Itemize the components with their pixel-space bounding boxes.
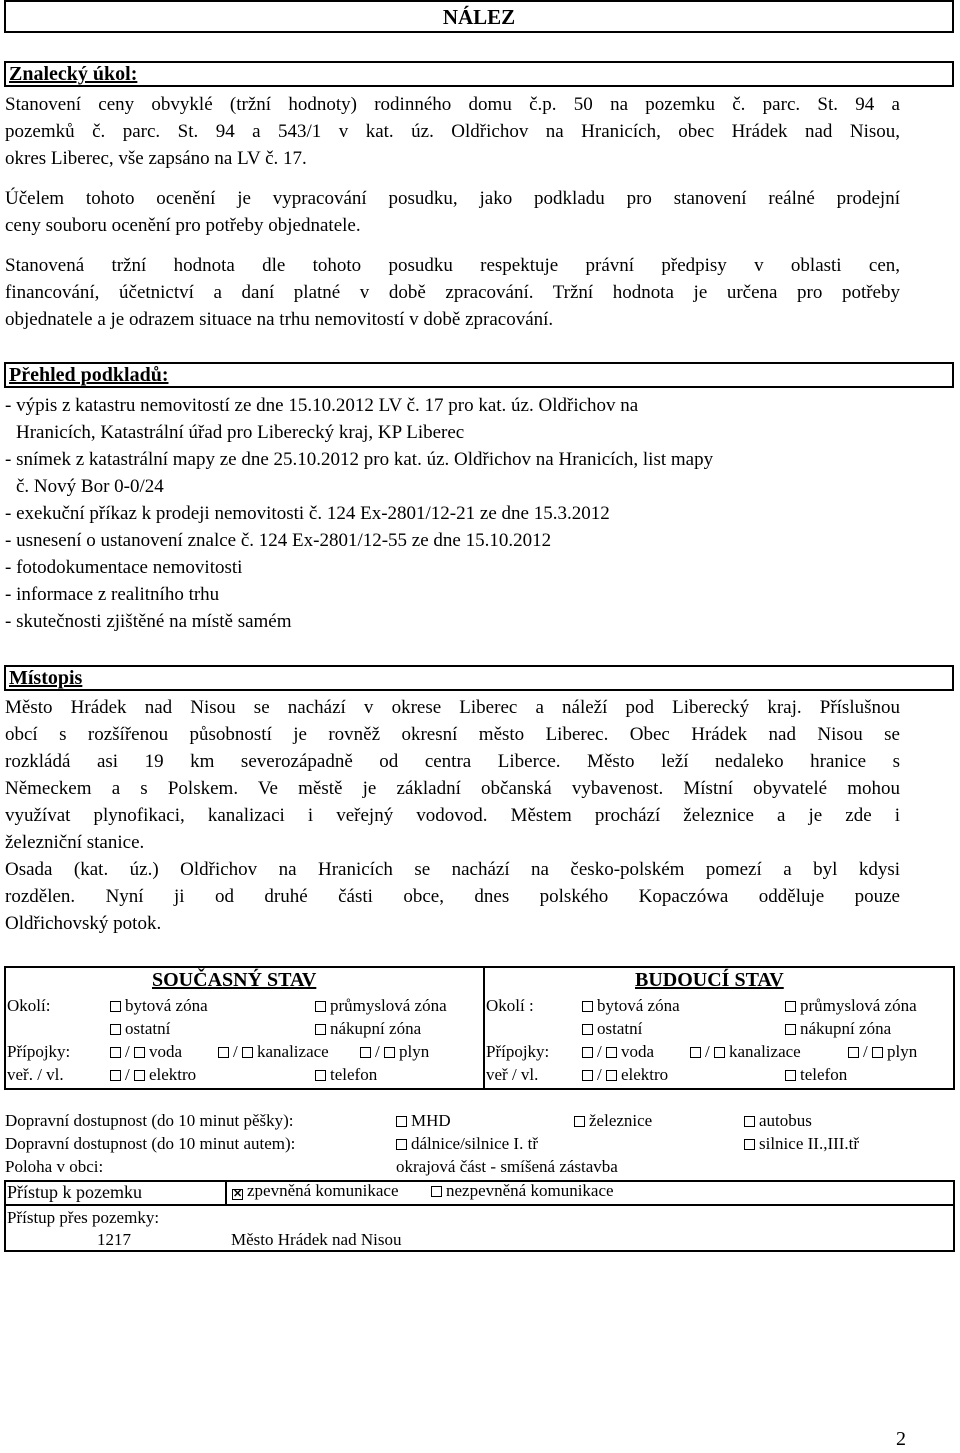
- list-item: - informace z realitního trhu: [5, 584, 220, 605]
- page-title: NÁLEZ: [4, 0, 954, 33]
- section-heading-location: Místopis: [4, 665, 954, 691]
- checkbox-icon: [110, 1047, 121, 1058]
- market-line: Stanovená tržní hodnota dle tohoto posudku respektuje právní předpisy v oblasti cen,: [5, 255, 900, 276]
- highway-checkbox[interactable]: dálnice/silnice I. tř: [396, 1133, 538, 1155]
- residential-checkbox-future[interactable]: bytová zóna: [582, 995, 680, 1017]
- checkbox-icon: [574, 1116, 585, 1127]
- electricity-connection[interactable]: / elektro: [110, 1064, 196, 1086]
- location-line: Německem a s Polskem. Ve městě je základní občanská vybavenost. Místní obyvatelé mohou: [5, 778, 900, 799]
- public-private-label: veř. / vl.: [7, 1065, 64, 1084]
- location-paragraph: [5, 694, 900, 937]
- unpaved-checkbox[interactable]: nezpevněná komunikace: [431, 1180, 614, 1202]
- checkbox-icon: [606, 1047, 617, 1058]
- location-line: železniční stanice.: [5, 832, 145, 853]
- checkbox-icon: [242, 1047, 253, 1058]
- connections-label: Přípojky:: [7, 1042, 71, 1061]
- checkbox-icon: [384, 1047, 395, 1058]
- list-item: - snímek z katastrální mapy ze dne 25.10.2012 pro kat. úz. Oldřichov na Hranicích, list mapy: [5, 449, 714, 470]
- table-divider: [483, 968, 485, 1088]
- checkbox-icon: [848, 1047, 859, 1058]
- checkbox-icon: [714, 1047, 725, 1058]
- other-checkbox-future[interactable]: ostatní: [582, 1018, 642, 1040]
- checkbox-icon: [134, 1070, 145, 1081]
- sewer-connection-future[interactable]: / kanalizace: [690, 1041, 801, 1063]
- shopping-checkbox[interactable]: nákupní zóna: [315, 1018, 421, 1040]
- phone-checkbox-future[interactable]: telefon: [785, 1064, 847, 1086]
- checkbox-icon: [582, 1001, 593, 1012]
- checkbox-icon: [785, 1024, 796, 1035]
- position-value: okrajová část - smíšená zástavba: [396, 1157, 618, 1176]
- location-line: Město Hrádek nad Nisou se nachází v okrese Liberec a náleží pod Liberecký kraj. Příslušnou: [5, 697, 900, 718]
- water-connection-future[interactable]: / voda: [582, 1041, 654, 1063]
- checkbox-icon: [606, 1070, 617, 1081]
- status-table: [4, 966, 955, 1090]
- location-line: Oldřichovský potok.: [5, 913, 162, 934]
- checkbox-icon: [396, 1116, 407, 1127]
- gas-connection-future[interactable]: / plyn: [848, 1041, 917, 1063]
- plot-number: 1217: [97, 1230, 131, 1249]
- water-connection[interactable]: / voda: [110, 1041, 182, 1063]
- section-heading-sources: Přehled podkladů:: [4, 362, 954, 388]
- phone-checkbox[interactable]: telefon: [315, 1064, 377, 1086]
- list-item: č. Nový Bor 0-0/24: [16, 476, 164, 497]
- other-checkbox[interactable]: ostatní: [110, 1018, 170, 1040]
- checkbox-icon: [315, 1070, 326, 1081]
- connections-label-future: Přípojky:: [486, 1042, 550, 1061]
- checkbox-icon: [134, 1047, 145, 1058]
- plot-access-label: Přístup k pozemku: [7, 1182, 142, 1202]
- current-state-heading: SOUČASNÝ STAV: [152, 969, 317, 991]
- industrial-checkbox-future[interactable]: průmyslová zóna: [785, 995, 917, 1017]
- checkbox-icon: [315, 1001, 326, 1012]
- checkbox-icon: [582, 1024, 593, 1035]
- location-line: využívat plynofikaci, kanalizaci i veřejný vodovod. Městem prochází železnice a je zde i: [5, 805, 900, 826]
- task-line: okres Liberec, vše zapsáno na LV č. 17.: [5, 148, 307, 169]
- through-plots-label: Přístup přes pozemky:: [7, 1208, 160, 1227]
- location-line: rozdělen. Nyní ji od druhé části obce, dnes polského Kopaczówa odděluje pouze: [5, 886, 900, 907]
- sewer-connection[interactable]: / kanalizace: [218, 1041, 329, 1063]
- industrial-checkbox[interactable]: průmyslová zóna: [315, 995, 447, 1017]
- paved-checkbox[interactable]: ✕ zpevněná komunikace: [233, 1181, 399, 1200]
- list-item: - fotodokumentace nemovitosti: [5, 557, 243, 578]
- public-private-label-future: veř / vl.: [486, 1065, 539, 1084]
- location-line: rozkládá asi 19 km severozápadně od centra Liberce. Město leží nedaleko hranice s: [5, 751, 900, 772]
- future-state-heading: BUDOUCÍ STAV: [635, 969, 784, 991]
- checkbox-icon: [785, 1070, 796, 1081]
- car-access-label: Dopravní dostupnost (do 10 minut autem):: [5, 1134, 296, 1153]
- checkbox-icon: [744, 1139, 755, 1150]
- surroundings-label-future: Okolí :: [486, 996, 534, 1015]
- checkbox-icon: [744, 1116, 755, 1127]
- market-line: financování, účetnictví a daní platné v době zpracování. Tržní hodnota je určena pro potřeby: [5, 282, 900, 303]
- bus-checkbox[interactable]: autobus: [744, 1110, 812, 1132]
- position-label: Poloha v obci:: [5, 1157, 104, 1176]
- page-number: 2: [896, 1428, 906, 1450]
- list-item: - skutečnosti zjištěné na místě samém: [5, 611, 292, 632]
- checked-box-icon: ✕: [233, 1188, 243, 1200]
- location-line: obcí s rozšířenou působností je rovněž okresní město Liberec. Obec Hrádek nad Nisou se: [5, 724, 900, 745]
- gas-connection[interactable]: / plyn: [360, 1041, 429, 1063]
- list-item: Hranicích, Katastrální úřad pro Liberecký kraj, KP Liberec: [16, 422, 465, 443]
- checkbox-icon: [360, 1047, 371, 1058]
- walk-access-label: Dopravní dostupnost (do 10 minut pěšky):: [5, 1111, 294, 1130]
- location-line: Osada (kat. úz.) Oldřichov na Hranicích se nachází na česko-polském pomezí a byl kdysi: [5, 859, 900, 880]
- checkbox-icon: [872, 1047, 883, 1058]
- electricity-connection-future[interactable]: / elektro: [582, 1064, 668, 1086]
- task-paragraph: [5, 91, 900, 172]
- list-item: - exekuční příkaz k prodeji nemovitosti č. 124 Ex-2801/12-21 ze dne 15.3.2012: [5, 503, 610, 524]
- checkbox-icon: [315, 1024, 326, 1035]
- checkbox-icon: [431, 1186, 442, 1197]
- mhd-checkbox[interactable]: MHD: [396, 1110, 451, 1132]
- surroundings-label: Okolí:: [7, 996, 51, 1015]
- list-item: - usnesení o ustanovení znalce č. 124 Ex-2801/12-55 ze dne 15.10.2012: [5, 530, 552, 551]
- sources-list: [5, 392, 900, 635]
- checkbox-icon: [690, 1047, 701, 1058]
- railway-checkbox[interactable]: železnice: [574, 1110, 652, 1132]
- market-paragraph: [5, 252, 900, 333]
- plot-owner: Město Hrádek nad Nisou: [231, 1230, 402, 1249]
- checkbox-icon: [582, 1047, 593, 1058]
- checkbox-icon: [582, 1070, 593, 1081]
- checkbox-icon: [785, 1001, 796, 1012]
- shopping-checkbox-future[interactable]: nákupní zóna: [785, 1018, 891, 1040]
- checkbox-icon: [396, 1139, 407, 1150]
- task-line: pozemků č. parc. St. 94 a 543/1 v kat. úz. Oldřichov na Hranicích, obec Hrádek nad Nisou,: [5, 121, 900, 142]
- checkbox-icon: [110, 1001, 121, 1012]
- task-line: Stanovení ceny obvyklé (tržní hodnoty) rodinného domu č.p. 50 na pozemku č. parc. St. 94 a: [5, 94, 900, 115]
- access-divider: [4, 1204, 955, 1206]
- purpose-line: Účelem tohoto ocenění je vypracování posudku, jako podkladu pro stanovení reálné prodejní: [5, 188, 900, 209]
- roads-checkbox[interactable]: silnice II.,III.tř: [744, 1133, 859, 1155]
- checkbox-icon: [110, 1024, 121, 1035]
- list-item: - výpis z katastru nemovitostí ze dne 15.10.2012 LV č. 17 pro kat. úz. Oldřichov na: [5, 395, 639, 416]
- residential-checkbox[interactable]: bytová zóna: [110, 995, 208, 1017]
- purpose-paragraph: [5, 185, 900, 239]
- market-line: objednatele a je odrazem situace na trhu nemovitostí v době zpracování.: [5, 309, 554, 330]
- purpose-line: ceny souboru ocenění pro potřeby objednatele.: [5, 215, 361, 236]
- checkbox-icon: [218, 1047, 229, 1058]
- section-heading-task: Znalecký úkol:: [4, 61, 954, 87]
- checkbox-icon: [110, 1070, 121, 1081]
